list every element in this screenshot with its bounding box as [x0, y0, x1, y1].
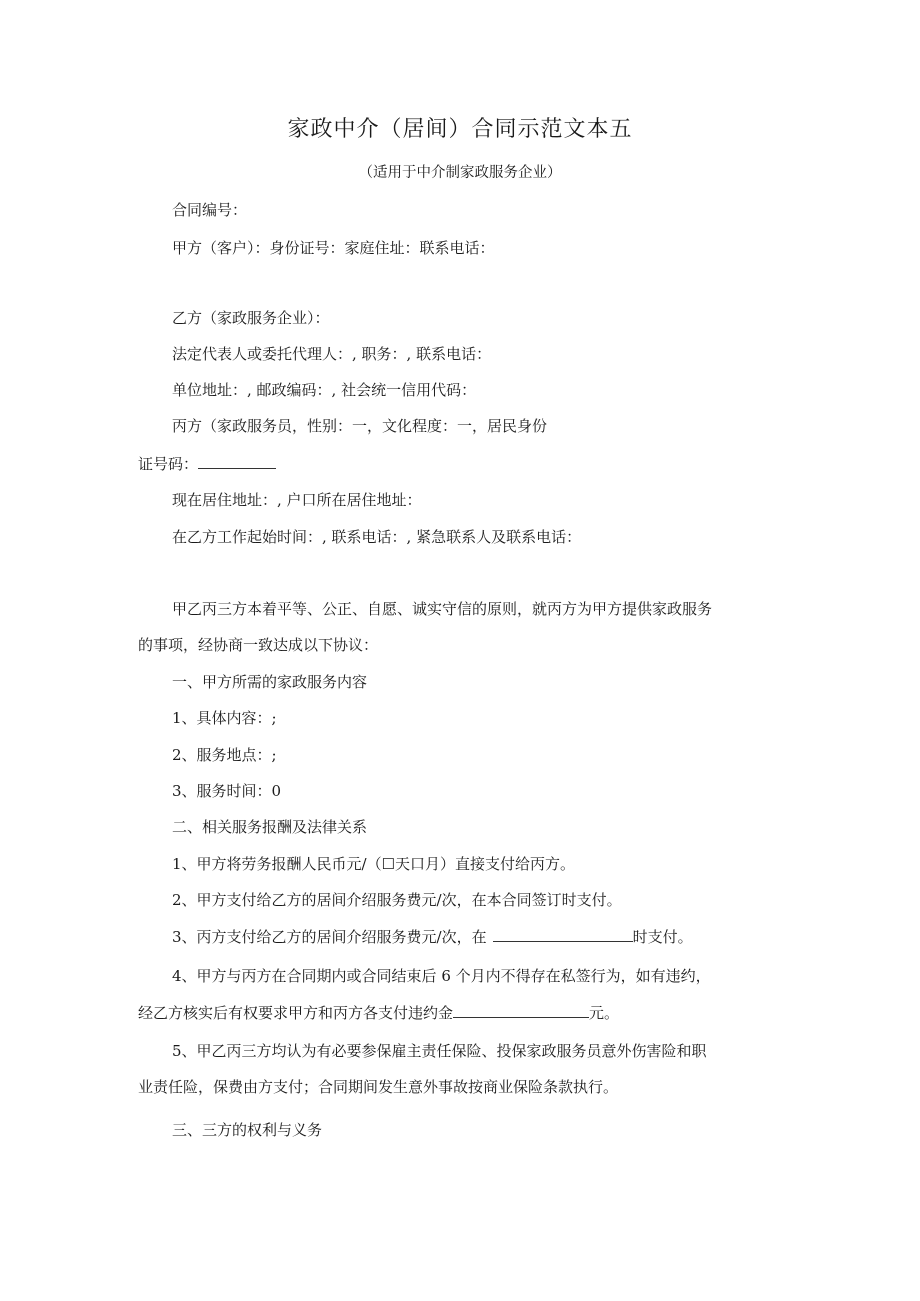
section-1-heading: 一、甲方所需的家政服务内容: [172, 673, 368, 691]
document-subtitle: （适用于中介制家政服务企业）: [358, 165, 562, 181]
party-a-line: 甲方（客户）：身份证号：家庭住址：联系电话：: [172, 239, 495, 257]
id-number-label: 证号码：: [138, 455, 199, 473]
service-location-item: 2、服务地点：;: [172, 746, 277, 764]
remuneration-item-5-line-2: 业责任险，保费由方支付；合同期间发生意外事故按商业保险条款执行。: [138, 1078, 619, 1096]
work-start-line: 在乙方工作起始时间：, 联系电话：, 紧急联系人及联系电话：: [172, 528, 582, 546]
payment-time-blank: [493, 927, 633, 942]
remuneration-item-4-line-2: [138, 1003, 619, 1023]
penalty-amount-blank: [453, 1003, 589, 1018]
residence-line: 现在居住地址：, 户口所在居住地址：: [172, 491, 422, 509]
section-2-heading: 二、相关服务报酬及法律关系: [172, 818, 368, 836]
remuneration-item-5-line-1: 5、甲乙丙三方均认为有必要参保雇主责任保险、投保家政服务员意外伤害险和职: [172, 1042, 707, 1060]
party-b-line: 乙方（家政服务企业）：: [172, 309, 330, 327]
document-title: 家政中介（居间）合同示范文本五: [287, 117, 633, 142]
remuneration-item-2: 2、甲方支付给乙方的居间介绍服务费元/次，在本合同签订时支付。: [172, 891, 622, 909]
section-3-heading: 三、三方的权利与义务: [172, 1121, 323, 1139]
contract-number-line: 合同编号：: [172, 201, 248, 219]
remuneration-item-4-line-1: 4、甲方与丙方在合同期内或合同结束后 6 个月内不得存在私签行为，如有违约，: [172, 967, 711, 985]
id-number-line: [138, 454, 276, 474]
penalty-text: 经乙方核实后有权要求甲方和丙方各支付违约金: [138, 1004, 454, 1022]
remuneration-item-3-tail: 时支付。: [632, 928, 693, 946]
remuneration-item-3: [172, 927, 693, 947]
preamble-line-2: 的事项，经协商一致达成以下协议：: [138, 636, 379, 654]
penalty-unit: 元。: [589, 1004, 620, 1022]
id-number-blank: [198, 454, 276, 469]
party-c-line: 丙方（家政服务员，性别：一，文化程度：一，居民身份: [172, 417, 548, 435]
legal-rep-line: 法定代表人或委托代理人：, 职务：, 联系电话：: [172, 345, 492, 363]
company-address-line: 单位地址：, 邮政编码：, 社会统一信用代码：: [172, 381, 477, 399]
remuneration-item-1: 1、甲方将劳务报酬人民币元/（☐天口月）直接支付给丙方。: [172, 855, 576, 873]
service-time-item: 3、服务时间：0: [172, 782, 282, 800]
remuneration-item-3-text: 3、丙方支付给乙方的居间介绍服务费元/次，在: [172, 928, 487, 946]
service-content-item: 1、具体内容：;: [172, 709, 277, 727]
preamble-line-1: 甲乙丙三方本着平等、公正、自愿、诚实守信的原则，就丙方为甲方提供家政服务: [172, 600, 713, 618]
